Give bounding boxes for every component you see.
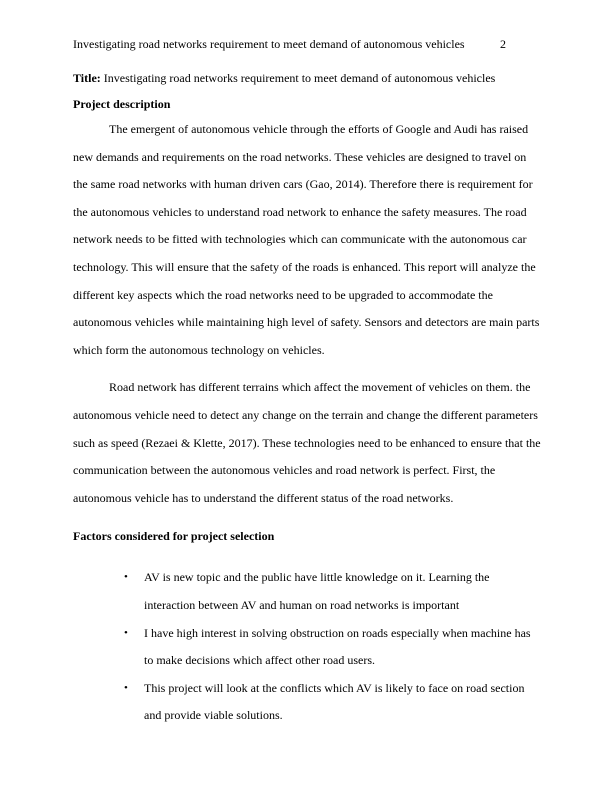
running-head: Investigating road networks requirement to meet demand of autonomous vehicles <box>73 37 465 51</box>
list-item <box>73 620 541 675</box>
list-item-text: This project will look at the conflicts which AV is likely to face on road section and provide viable solutions. <box>144 680 525 723</box>
list-item-text: AV is new topic and the public have little knowledge on it. Learning the interaction between AV and human on road networks is important <box>144 570 490 612</box>
description-paragraph-1: The emergent of autonomous vehicle through the efforts of Google and Audi has raised new demands and requirements on the road networks. These vehicles are designed to travel on the same road networks with human driven cars (Gao, 2014). Therefore there is requirement for the autonomous vehicles to understand road network to enhance the safety measures. The road network needs to be fitted with technologies which can communicate with the autonomous car technology. This will ensure that the safety of the roads is enhanced. This report will analyze the different key aspects which the road networks need to be upgraded to accommodate the autonomous vehicles while maintaining high level of safety. Sensors and detectors are main parts which form the autonomous technology on vehicles. <box>73 122 540 357</box>
list-item <box>73 564 541 619</box>
project-description-heading: Project description <box>73 97 171 111</box>
factors-list <box>73 564 541 730</box>
bullet-icon: • <box>124 681 128 694</box>
title-text: Investigating road networks requirement to meet demand of autonomous vehicles <box>100 71 496 85</box>
list-item-text: I have high interest in solving obstruction on roads especially when machine has to make decisions which affect other road users. <box>144 625 531 668</box>
list-item <box>73 675 541 730</box>
description-paragraph-2: Road network has different terrains which affect the movement of vehicles on them. the autonomous vehicle need to detect any change on the terrain and change the different parameters such as speed (Rezaei & Klette, 2017). These technologies need to be enhanced to ensure that the communication between the autonomous vehicles and road network is perfect. First, the autonomous vehicle has to understand the different status of the road networks. <box>73 380 541 505</box>
document-body <box>73 70 541 730</box>
bullet-icon: • <box>124 626 128 639</box>
page-number: 2 <box>500 37 506 51</box>
title-label: Title: <box>73 71 101 85</box>
factors-heading: Factors considered for project selection <box>73 529 275 544</box>
bullet-icon: • <box>124 571 128 584</box>
title-line <box>73 70 541 86</box>
